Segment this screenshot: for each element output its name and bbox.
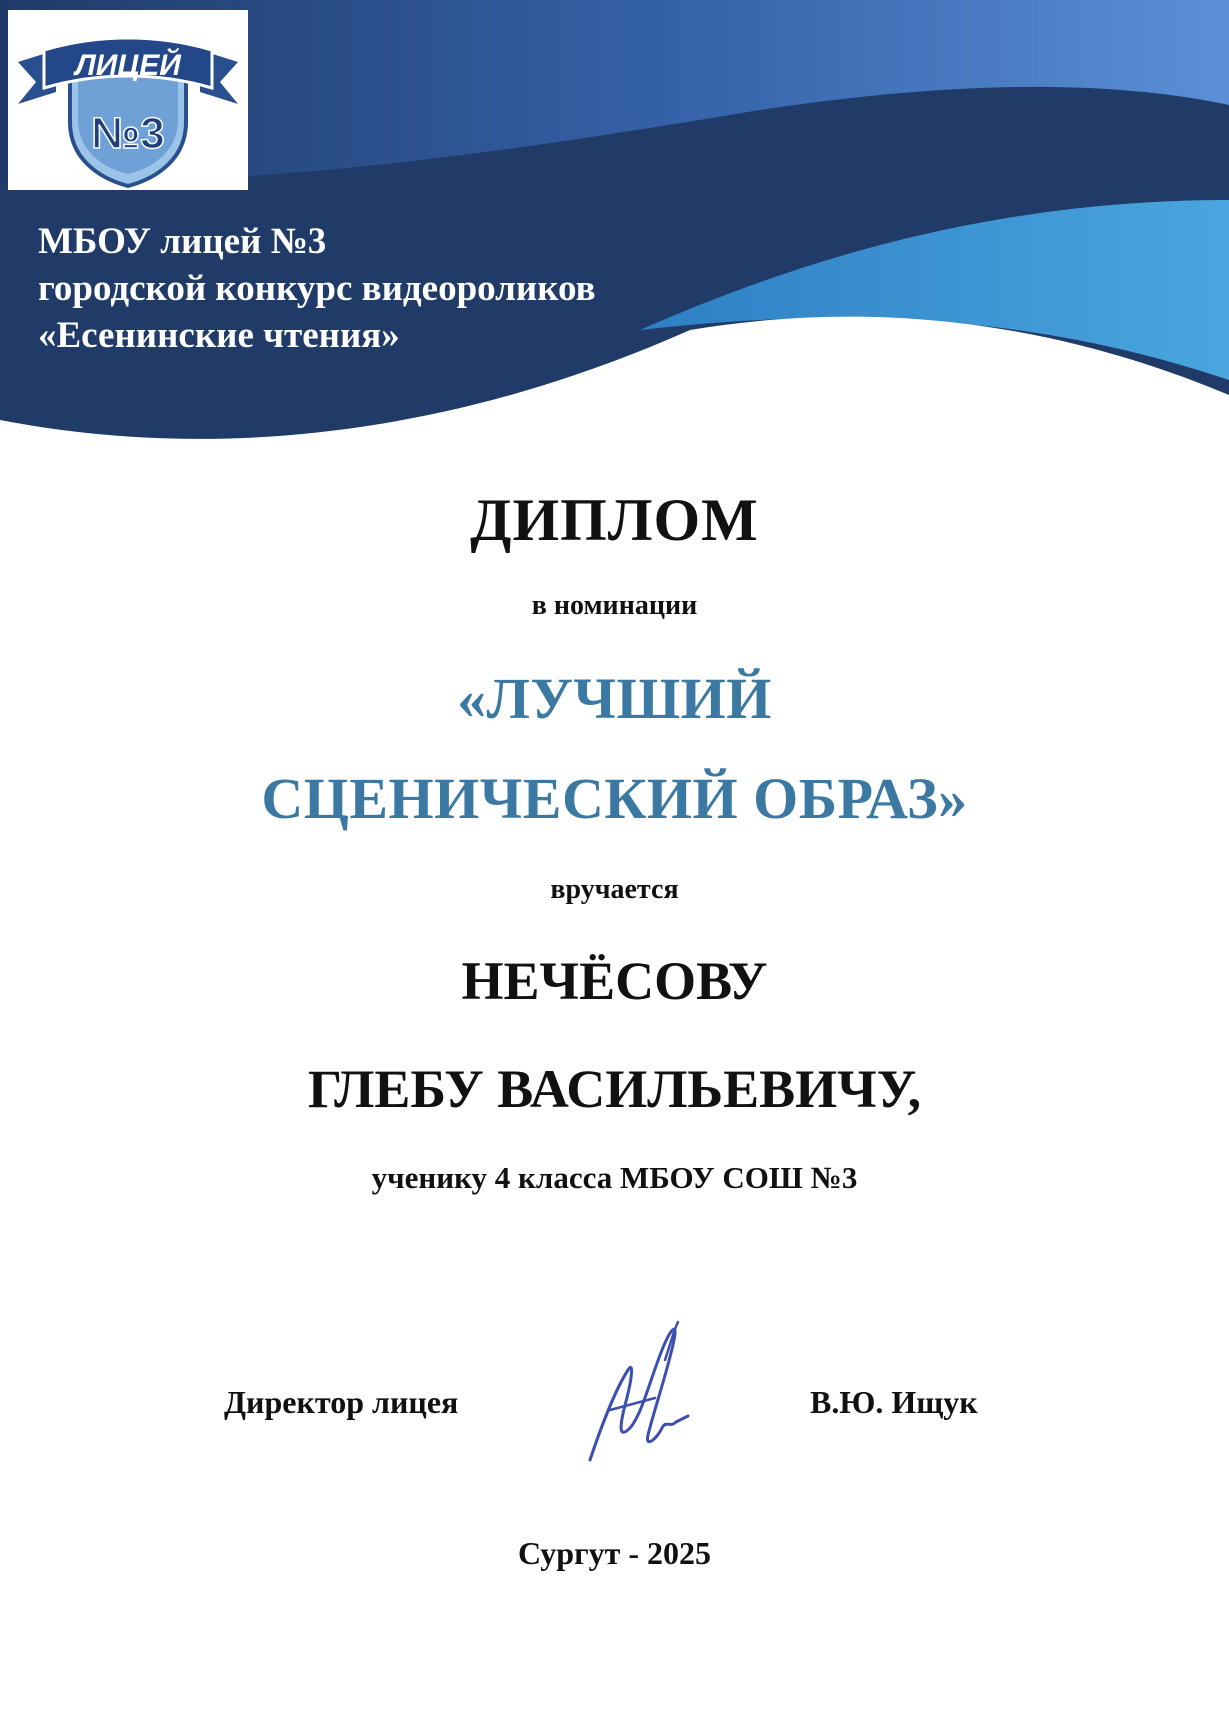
svg-text:ЛИЦЕЙ: ЛИЦЕЙ (75, 49, 181, 82)
awarded-text: вручается (550, 874, 679, 905)
contest-name: городской конкурс видеороликов (38, 268, 596, 309)
contest-title: «Есенинские чтения» (38, 315, 400, 356)
signatory-name: В.Ю. Ищук (810, 1384, 978, 1420)
nomination-line-2: СЦЕНИЧЕСКИЙ ОБРАЗ» (261, 766, 968, 831)
organization-name: МБОУ лицей №3 (38, 221, 327, 262)
recipient-given-names: ГЛЕБУ ВАСИЛЬЕВИЧУ, (307, 1059, 922, 1119)
city-and-year: Сургут - 2025 (517, 1535, 711, 1571)
header-text (38, 218, 596, 359)
signatory-position: Директор лицея (224, 1384, 459, 1420)
svg-text:№3: №3 (91, 109, 165, 158)
nomination-intro: в номинации (531, 590, 698, 621)
lyceum-logo (8, 10, 248, 190)
diploma-title: ДИПЛОМ (470, 487, 759, 553)
nomination-line-1: «ЛУЧШИЙ (457, 666, 772, 731)
handwritten-signature (570, 1310, 702, 1470)
recipient-details: ученику 4 класса МБОУ СОШ №3 (371, 1160, 858, 1195)
recipient-surname: НЕЧЁСОВУ (461, 951, 768, 1011)
